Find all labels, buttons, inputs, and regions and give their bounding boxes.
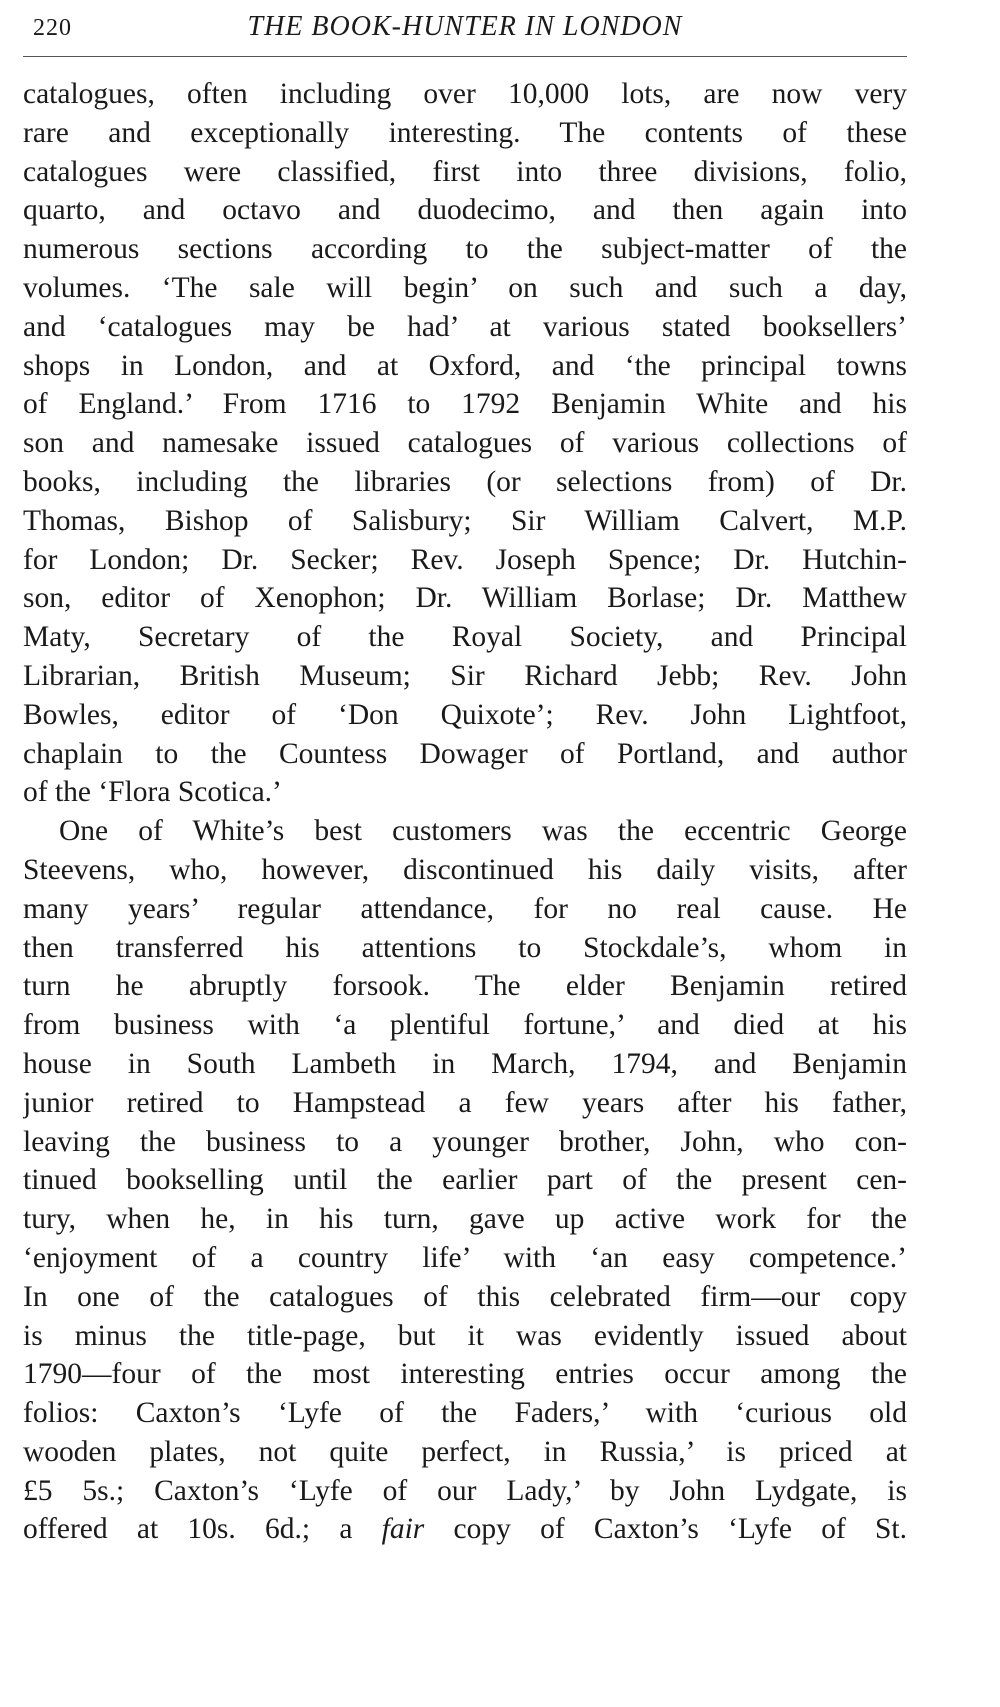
text-line: numerous sections according to the subject-matter of the [23,233,907,266]
text-line: Bowles, editor of ‘Don Quixote’; Rev. John Lightfoot, [23,698,907,731]
text-line: Librarian, British Museum; Sir Richard Jebb; Rev. John [23,659,907,692]
book-page [23,0,907,1546]
text-line: junior retired to Hampstead a few years after his father, [23,1086,907,1119]
paragraph-1 [23,75,907,812]
text-line: of the ‘Flora Scotica.’ [23,776,282,809]
text-line: £5 5s.; Caxton’s ‘Lyfe of our Lady,’ by John Lydgate, is [23,1474,907,1507]
text-line: catalogues were classified, first into three divisions, folio, [23,155,907,188]
text-line: of England.’ From 1716 to 1792 Benjamin White and his [23,388,907,421]
text-line: ‘enjoyment of a country life’ with ‘an easy competence.’ [23,1241,907,1274]
paragraph-2 [23,812,907,1549]
text-line: Steevens, who, however, discontinued his daily visits, after [23,853,907,886]
text-line: One of White’s best customers was the eccentric George [59,815,907,848]
text-run: offered at 10s. 6d.; a [23,1513,382,1546]
text-line: and ‘catalogues may be had’ at various stated booksellers’ [23,310,907,343]
text-line: volumes. ‘The sale will begin’ on such and such a day, [23,271,907,304]
italic-emphasis: fair [381,1513,425,1546]
text-line: Thomas, Bishop of Salisbury; Sir William Calvert, M.P. [23,504,907,537]
text-line: leaving the business to a younger brother, John, who con- [23,1125,907,1158]
text-line: Maty, Secretary of the Royal Society, and Principal [23,621,907,654]
text-line: for London; Dr. Secker; Rev. Joseph Spence; Dr. Hutchin- [23,543,907,576]
text-line-final [23,1510,907,1549]
text-line: chaplain to the Countess Dowager of Portland, and author [23,737,907,770]
text-line: In one of the catalogues of this celebrated firm—our copy [23,1280,907,1313]
text-line: tinued bookselling until the earlier part of the present cen- [23,1164,907,1197]
text-line: is minus the title-page, but it was evidently issued about [23,1319,907,1352]
text-line: folios: Caxton’s ‘Lyfe of the Faders,’ with ‘curious old [23,1397,907,1430]
body-text [23,75,907,1549]
text-line: rare and exceptionally interesting. The contents of these [23,116,907,149]
text-line: books, including the libraries (or selections from) of Dr. [23,465,907,498]
running-title: THE BOOK-HUNTER IN LONDON [247,11,683,42]
text-line: wooden plates, not quite perfect, in Russia,’ is priced at [23,1435,907,1468]
text-line: house in South Lambeth in March, 1794, and Benjamin [23,1047,907,1080]
text-line: quarto, and octavo and duodecimo, and then again into [23,194,907,227]
text-line: son, editor of Xenophon; Dr. William Borlase; Dr. Matthew [23,582,907,615]
text-line: then transferred his attentions to Stockdale’s, whom in [23,931,907,964]
text-line: from business with ‘a plentiful fortune,’ and died at his [23,1009,907,1042]
header-rule [23,56,907,57]
text-line: tury, when he, in his turn, gave up active work for the [23,1203,907,1236]
page-number: 220 [33,15,72,41]
text-line: shops in London, and at Oxford, and ‘the principal towns [23,349,907,382]
text-line: many years’ regular attendance, for no real cause. He [23,892,907,925]
text-line: turn he abruptly forsook. The elder Benjamin retired [23,970,907,1003]
text-line: catalogues, often including over 10,000 lots, are now very [23,78,907,110]
text-line: 1790—four of the most interesting entries occur among the [23,1358,907,1391]
text-run: copy of Caxton’s ‘Lyfe of St. [424,1513,907,1546]
text-line: son and namesake issued catalogues of various collections of [23,427,907,460]
running-head [23,0,907,54]
